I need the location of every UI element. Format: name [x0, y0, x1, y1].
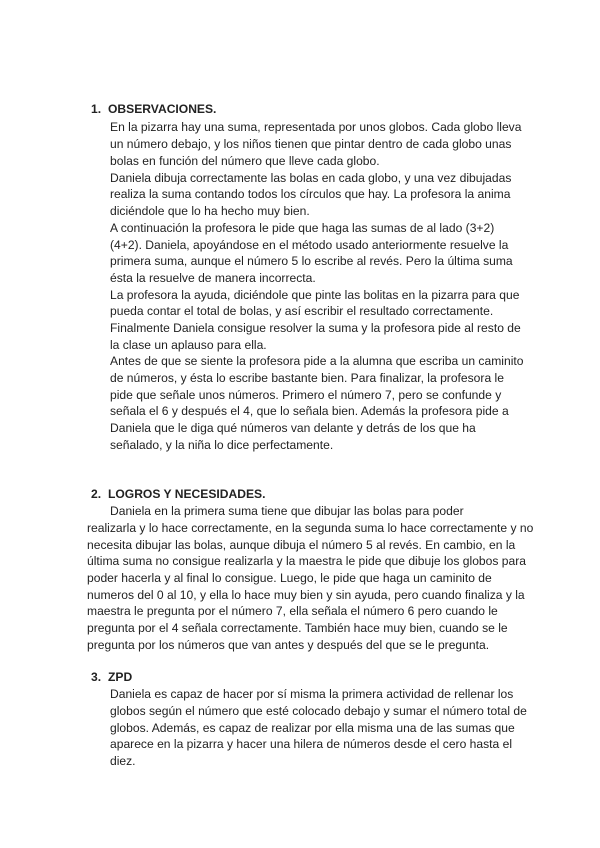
- paragraph-line: primera suma, aunque el número 5 lo escribe al revés. Pero la última suma: [110, 254, 513, 268]
- paragraph-line: La profesora la ayuda, diciéndole que pinte las bolitas en la pizarra para que: [110, 288, 520, 302]
- paragraph-line: Finalmente Daniela consigue resolver la suma y la profesora pide al resto de: [110, 321, 521, 335]
- paragraph-line: globos. Además, es capaz de realizar por ella misma una de las sumas que: [110, 721, 515, 735]
- paragraph-line: En la pizarra hay una suma, representada por unos globos. Cada globo lleva: [110, 120, 522, 134]
- paragraph-line: poder hacerla y al final lo consigue. Luego, le pide que haga un caminito de: [87, 571, 492, 585]
- section-number: 3.: [91, 670, 102, 684]
- section-number: 2.: [91, 487, 102, 501]
- paragraph-line: maestra le pregunta por el número 7, ella señala el número 6 pero cuando le: [87, 604, 498, 618]
- paragraph-line: realizarla y lo hace correctamente, en la segunda suma lo hace correctamente y no: [87, 521, 534, 535]
- paragraph-line: realiza la suma contando todos los círculos que hay. La profesora la anima: [110, 187, 511, 201]
- section-title: ZPD: [108, 670, 133, 684]
- paragraph-line: numeros del 0 al 10, y ella lo hace muy bien y sin ayuda, pero cuando finaliza y la: [87, 588, 525, 602]
- section-heading: [91, 669, 132, 686]
- paragraph-line: necesita dibujar las bolas, aunque dibuja el número 5 al revés. En cambio, en la: [87, 538, 516, 552]
- paragraph-line: globos según el número que esté colocado debajo y sumar el número total de: [110, 704, 527, 718]
- paragraph-line: la clase un aplauso para ella.: [110, 338, 267, 352]
- paragraph-line: Daniela en la primera suma tiene que dibujar las bolas para poder: [110, 504, 464, 518]
- section-number: 1.: [91, 102, 102, 116]
- paragraph-line: bolas en función del número que lleve cada globo.: [110, 154, 380, 168]
- paragraph-line: Daniela dibuja correctamente las bolas en cada globo, y una vez dibujadas: [110, 171, 512, 185]
- paragraph-line: ésta la resuelve de manera incorrecta.: [110, 271, 316, 285]
- paragraph-line: última suma no consigue realizarla y la maestra le pide que dibuje los globos para: [87, 554, 526, 568]
- paragraph-line: señala el 6 y después el 4, que lo señala bien. Además la profesora pide a: [110, 404, 509, 418]
- paragraph-line: señalado, y la niña lo dice perfectamente.: [110, 438, 334, 452]
- paragraph-line: A continuación la profesora le pide que haga las sumas de al lado (3+2): [110, 221, 495, 235]
- section-heading: [91, 486, 265, 503]
- paragraph-line: diez.: [110, 754, 136, 768]
- paragraph-line: aparece en la pizarra y hacer una hilera de números desde el cero hasta el: [110, 737, 513, 751]
- paragraph-line: de números, y ésta lo escribe bastante bien. Para finalizar, la profesora le: [110, 371, 504, 385]
- section-title: LOGROS Y NECESIDADES.: [108, 487, 266, 501]
- paragraph-line: pide que señale unos números. Primero el número 7, pero se confunde y: [110, 388, 502, 402]
- paragraph-line: Daniela es capaz de hacer por sí misma la primera actividad de rellenar los: [110, 687, 514, 701]
- paragraph-line: diciéndole que lo ha hecho muy bien.: [110, 204, 310, 218]
- paragraph-line: Daniela que le diga qué números van delante y detrás de los que ha: [110, 421, 476, 435]
- paragraph-line: (4+2). Daniela, apoyándose en el método usado anteriormente resuelve la: [110, 238, 509, 252]
- paragraph-line: pueda contar el total de bolas, y así escribir el resultado correctamente.: [110, 304, 494, 318]
- section-title: OBSERVACIONES.: [108, 102, 217, 116]
- paragraph-line: Antes de que se siente la profesora pide a la alumna que escriba un caminito: [110, 354, 524, 368]
- paragraph-line: pregunta por los números que van antes y después del que se le pregunta.: [87, 638, 490, 652]
- paragraph-line: pregunta por el 4 señala correctamente. También hace muy bien, cuando se le: [87, 621, 508, 635]
- section-heading: [91, 101, 216, 118]
- paragraph-line: un número debajo, y los niños tienen que pintar dentro de cada globo unas: [110, 137, 512, 151]
